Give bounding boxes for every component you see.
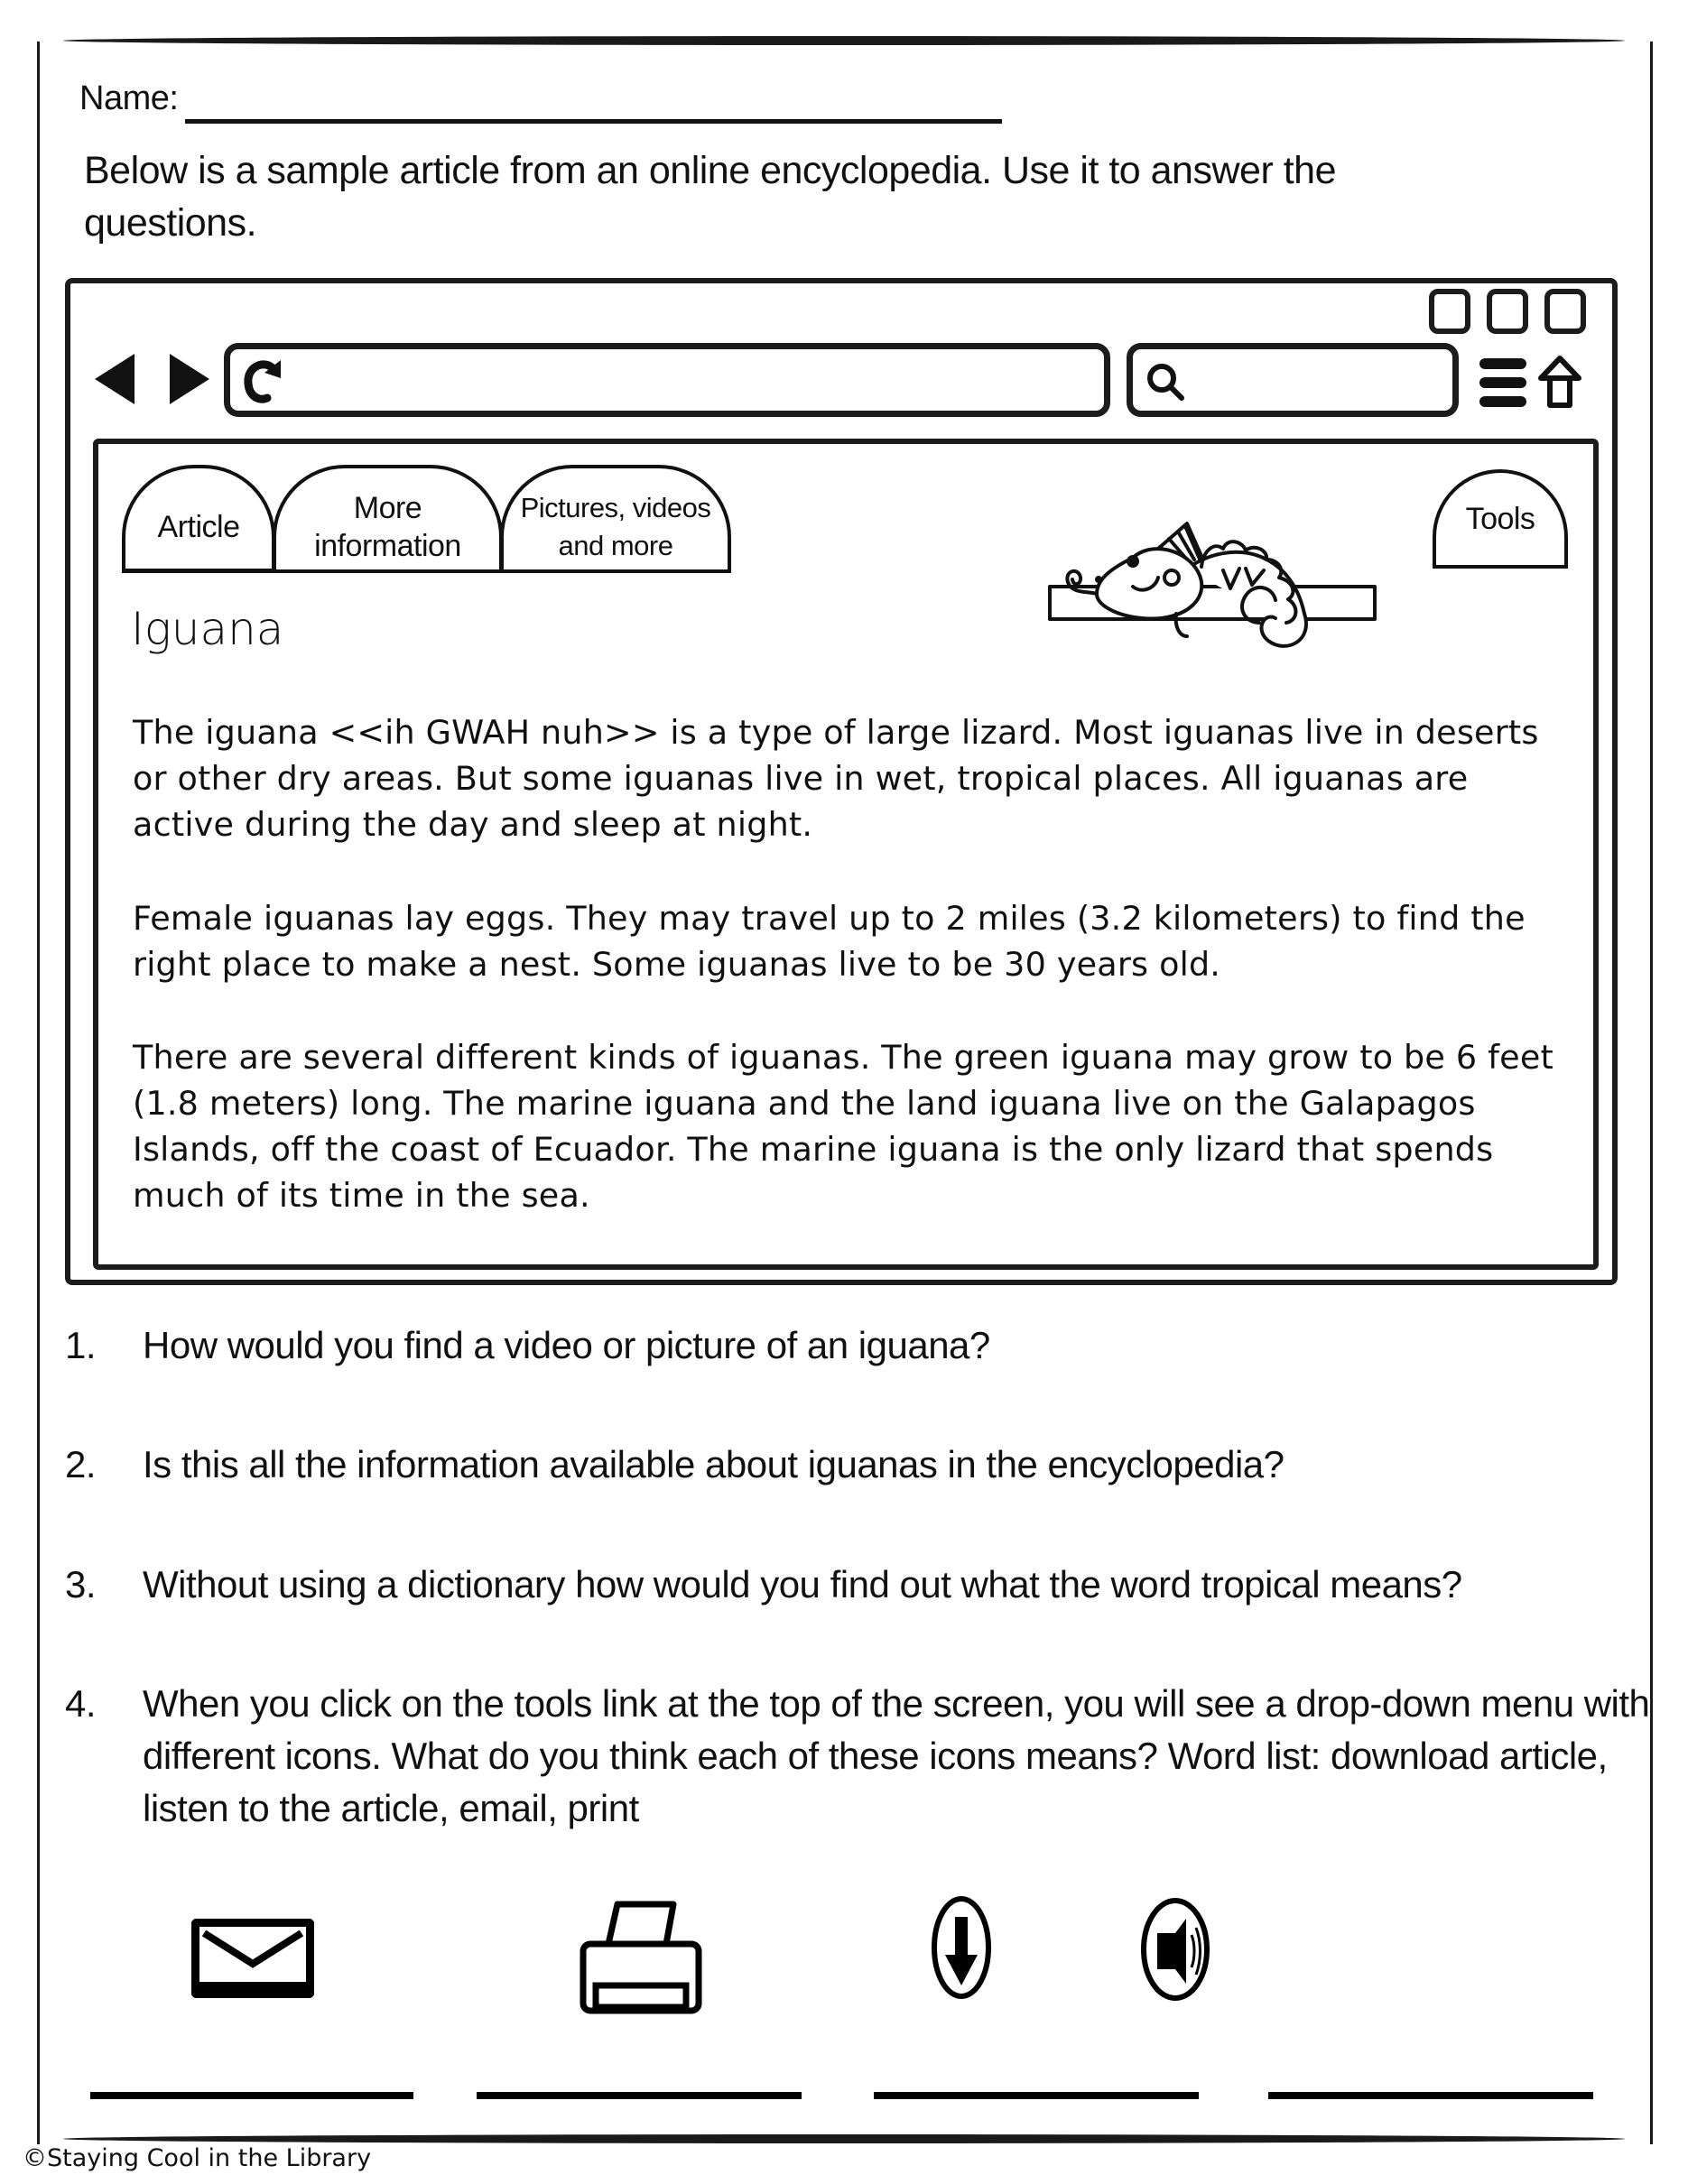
chameleon-illustration — [1043, 487, 1404, 668]
tab-pictures-videos[interactable] — [500, 465, 731, 573]
question-text: When you click on the tools link at the top of the screen, you will see a drop-down menu with different icons. What do you think each of these icons means? Word list: download article, listen to the article, email, print — [143, 1682, 1650, 1829]
question-number: 4. — [65, 1682, 97, 1725]
article-title: Iguana — [131, 603, 284, 655]
name-input-line[interactable] — [185, 119, 1002, 124]
home-icon[interactable] — [1537, 355, 1582, 409]
download-icon — [930, 1895, 993, 2004]
answer-line-print[interactable] — [477, 2092, 802, 2099]
article-paragraph: Female iguanas lay eggs. They may travel up to 2 miles (3.2 kilometers) to find the right place to make a nest. Some iguanas live to be 30 years old. — [133, 899, 1526, 984]
window-button-minimize[interactable] — [1429, 289, 1470, 334]
search-icon — [1144, 360, 1189, 405]
instructions: Below is a sample article from an online encyclopedia. Use it to answer the questions. — [84, 149, 1336, 245]
reload-icon[interactable] — [237, 355, 292, 409]
question-number: 1. — [65, 1324, 97, 1366]
tab-tools-label: Tools — [1465, 502, 1535, 536]
article-paragraph: There are several different kinds of iguanas. The green iguana may grow to be 6 feet (1.8 meters) long. The marine iguana and the land iguana live on the Galapagos Islands, off the coast of Ecuador. The marine iguana is the only lizard that spends much of its time in the sea. — [133, 1038, 1554, 1215]
bottom-decorative-bar — [63, 2134, 1625, 2143]
window-button-close[interactable] — [1544, 289, 1586, 334]
window-button-maximize[interactable] — [1487, 289, 1528, 334]
tab-pictures-videos-label: Pictures, videos and more — [520, 492, 711, 561]
tab-more-information-label: More information — [314, 491, 461, 563]
top-decorative-bar — [63, 36, 1625, 45]
question-number: 3. — [65, 1563, 97, 1606]
print-icon — [578, 1899, 704, 2016]
back-arrow-icon[interactable] — [95, 354, 136, 404]
search-bar[interactable] — [1127, 343, 1459, 417]
question-text: How would you find a video or picture of an iguana? — [143, 1324, 990, 1366]
question-text: Is this all the information available about iguanas in the encyclopedia? — [143, 1443, 1285, 1485]
tab-more-information[interactable] — [273, 465, 503, 573]
tabs-baseline — [122, 569, 731, 573]
question-number: 2. — [65, 1443, 97, 1485]
question-text: Without using a dictionary how would you find out what the word tropical means? — [143, 1563, 1462, 1606]
answer-line-audio[interactable] — [1268, 2092, 1593, 2099]
email-icon — [191, 1919, 314, 1998]
answer-line-download[interactable] — [874, 2092, 1199, 2099]
audio-icon — [1139, 1897, 1211, 2005]
copyright-footer: ©Staying Cool in the Library — [23, 2144, 372, 2172]
left-border — [37, 42, 40, 2144]
hamburger-menu-icon[interactable] — [1478, 356, 1528, 409]
name-label: Name: — [79, 79, 179, 117]
article-paragraph: The iguana <<ih GWAH nuh>> is a type of large lizard. Most iguanas live in deserts or other dry areas. But some iguanas live in wet, tropical places. All iguanas are active during the day and sleep at night. — [133, 713, 1539, 844]
tab-article-label: Article — [157, 509, 240, 544]
address-bar[interactable] — [224, 343, 1110, 417]
answer-line-email[interactable] — [90, 2092, 413, 2099]
forward-arrow-icon[interactable] — [168, 354, 209, 404]
